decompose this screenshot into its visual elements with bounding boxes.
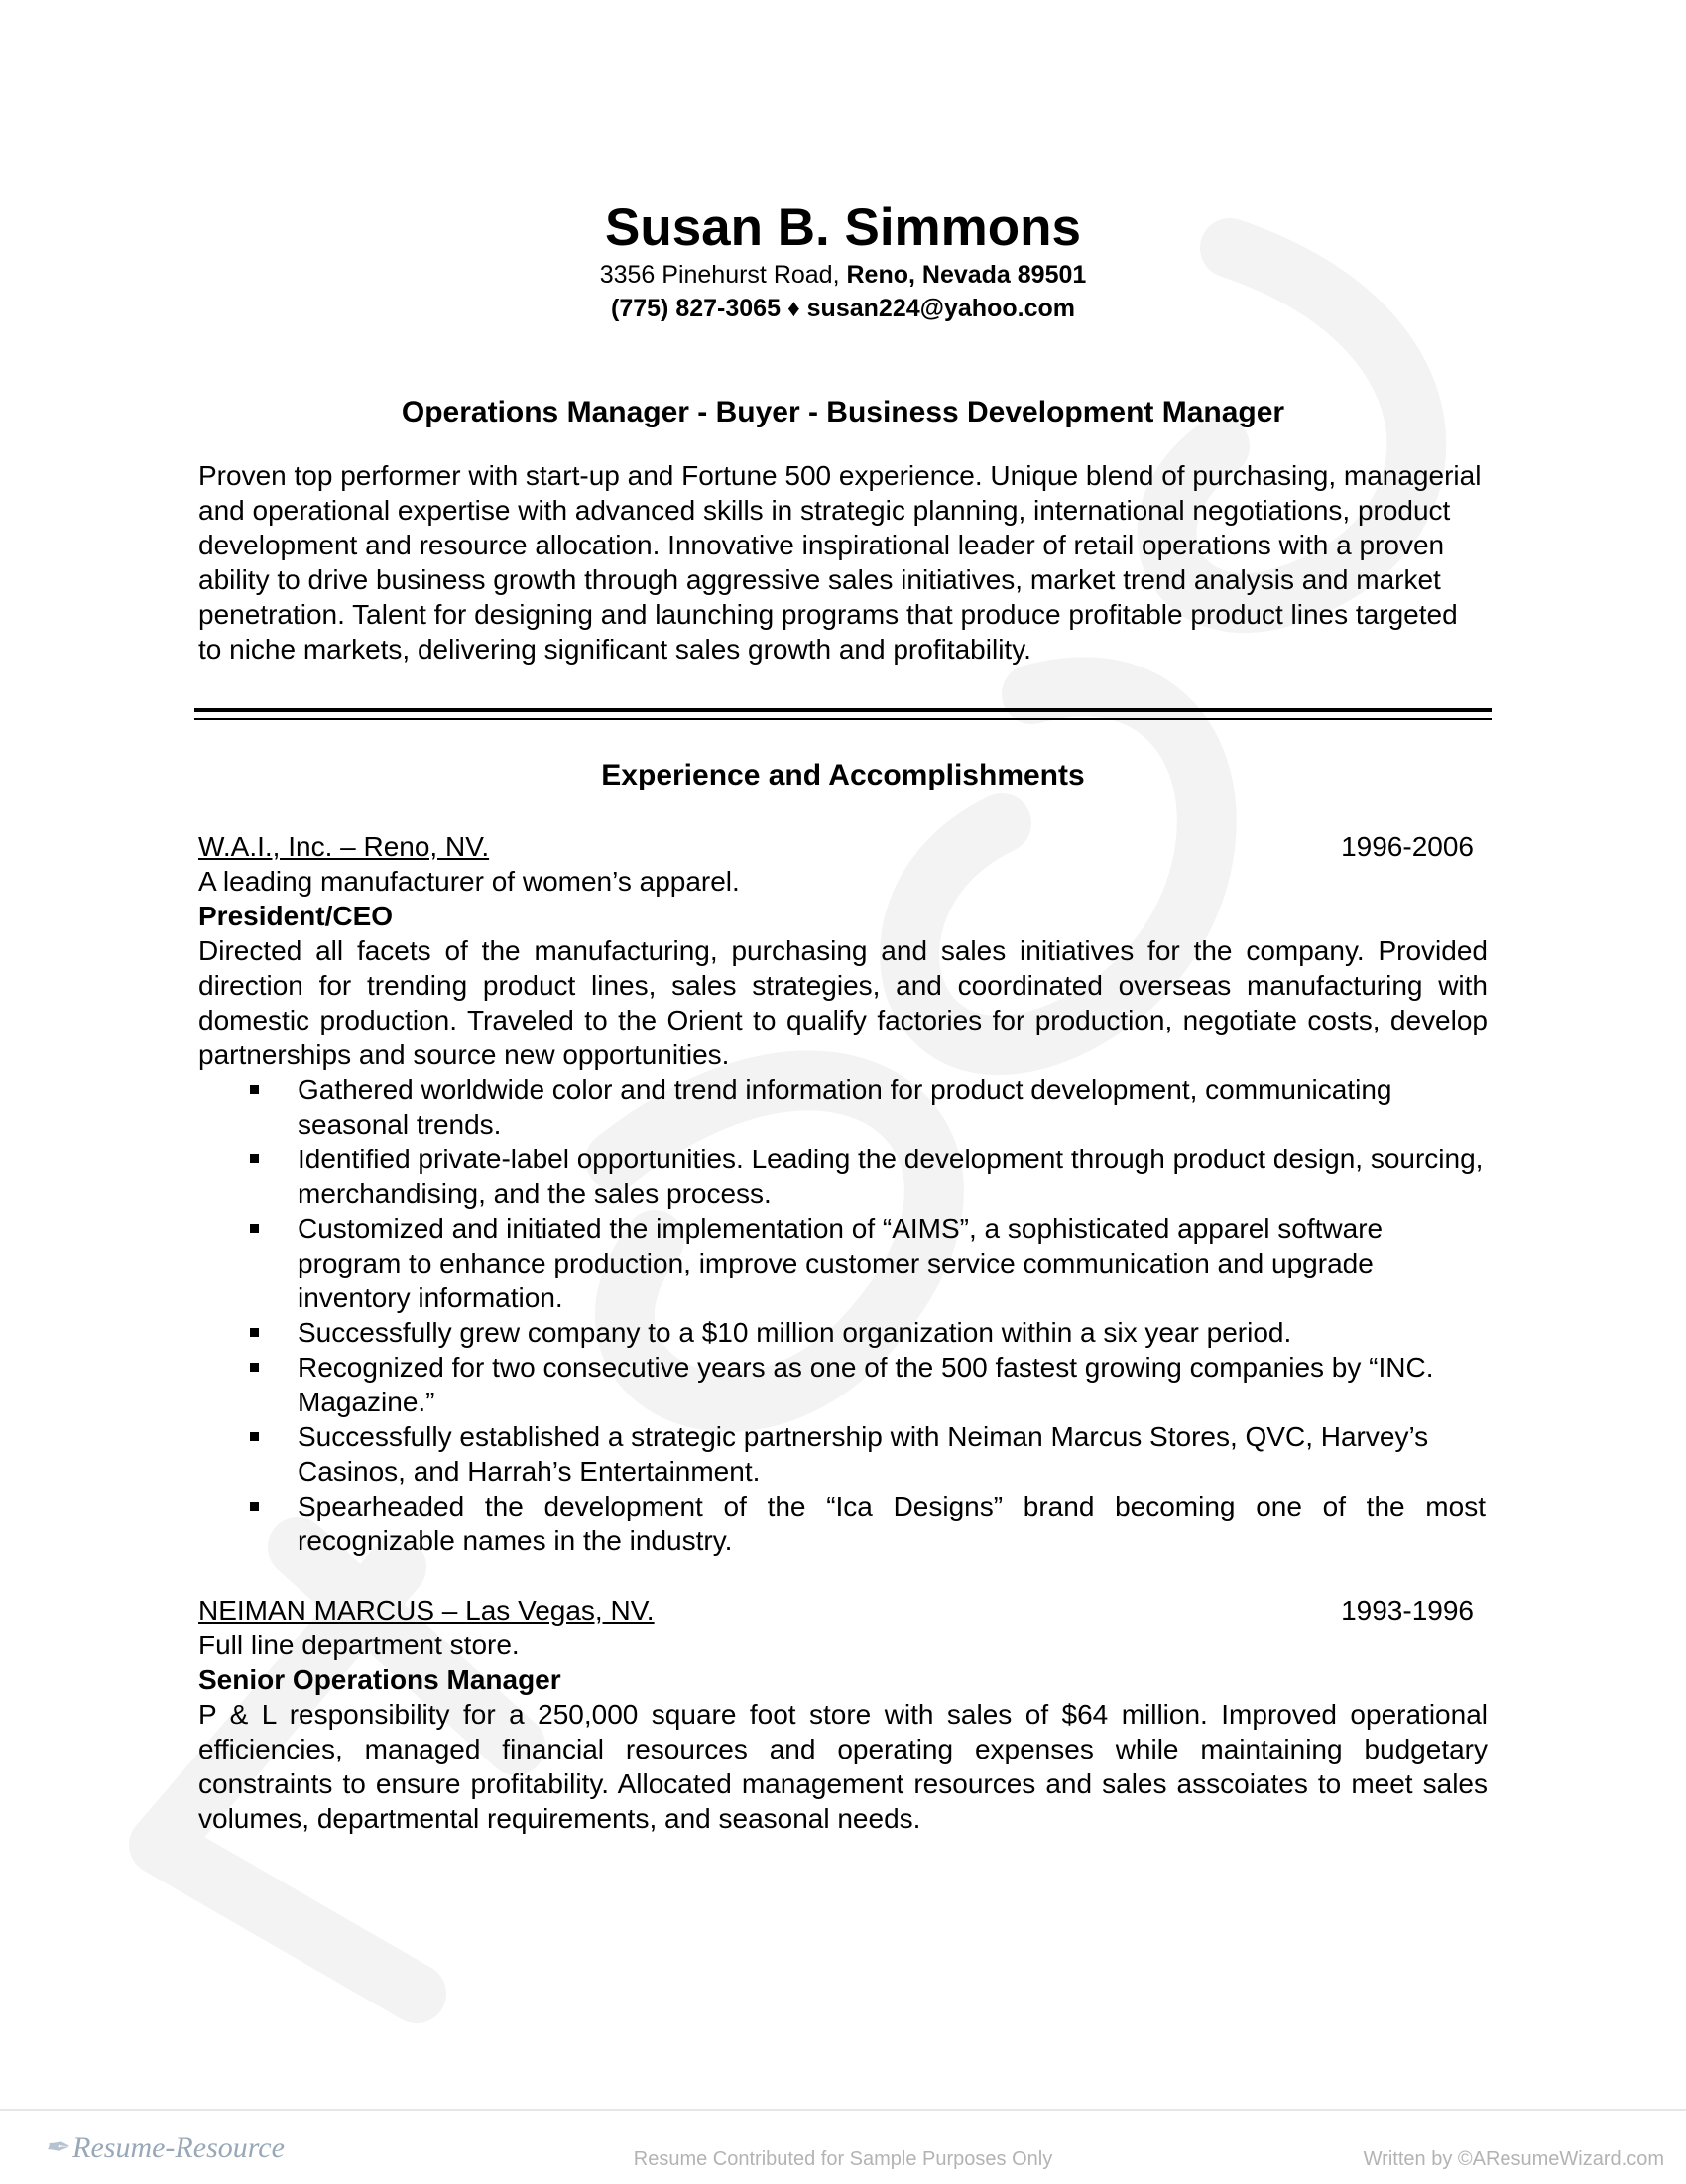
accomplishment-list [198,1072,1488,1558]
employer-name: W.A.I., Inc. – Reno, NV. [198,831,490,862]
employer-description: Full line department store. [198,1630,520,1660]
phone-number: (775) 827-3065 [611,295,781,322]
address-line [198,258,1488,292]
footer-disclaimer: Resume Contributed for Sample Purposes Only [633,2148,1053,2170]
job-entry [198,829,1488,1558]
footer-credit-link[interactable]: Written by ©AResumeWizard.com [1363,2148,1664,2170]
email-address: susan224@yahoo.com [806,295,1075,322]
accomplishment-item [198,1315,1488,1350]
square-bullet-icon [250,1154,259,1163]
diamond-separator-icon: ♦ [786,295,800,322]
experience-section-title: Experience and Accomplishments [601,759,1085,791]
accomplishment-text: Gathered worldwide color and trend information for product development, communicating seasonal trends. [298,1074,1392,1140]
employment-dates: 1993-1996 [1341,1595,1474,1626]
page-footer [0,2109,1686,2184]
employer-description: A leading manufacturer of women’s apparel. [198,866,740,897]
job-summary: Directed all facets of the manufacturing, purchasing and sales initiatives for the company. Provided direction for trending product lines, sales strategies, and coordinated overseas manufacturing with domestic production. Traveled to the Orient to qualify factories for production, negotiate costs, develop partnerships and source new opportunities. [198,935,1488,1070]
accomplishment-item [198,1350,1488,1419]
street-address: 3356 Pinehurst Road, [599,261,840,289]
job-title: Senior Operations Manager [198,1664,561,1695]
job-summary: P & L responsibility for a 250,000 square foot store with sales of $64 million. Improved operational efficiencies, managed financial resources and operating expenses while maintaining budgetary constraints to ensure profitability. Allocated management resources and sales asscoiates to meet sales volumes, departmental requirements, and seasonal needs. [198,1699,1488,1834]
accomplishment-text: Customized and initiated the implementation of “AIMS”, a sophisticated apparel software program to enhance production, improve customer service communication and upgrade inventory information. [298,1213,1384,1313]
job-entry [198,1593,1488,1836]
accomplishment-item [198,1142,1488,1211]
quill-pen-icon: ✒ [44,2131,69,2164]
job-header [198,829,1488,864]
square-bullet-icon [250,1085,259,1094]
double-divider [194,708,1492,720]
candidate-name: Susan B. Simmons [604,198,1082,257]
accomplishment-item [198,1419,1488,1489]
accomplishment-text: Identified private-label opportunities. Leading the development through product design, sourcing, merchandising, and the sales process. [298,1144,1484,1209]
accomplishment-item [198,1211,1488,1315]
accomplishment-text: Successfully established a strategic partnership with Neiman Marcus Stores, QVC, Harvey’s Casinos, and Harrah’s Entertainment. [298,1421,1429,1487]
resume-page [198,198,1488,1836]
phone-email-line [198,292,1488,325]
square-bullet-icon [250,1328,259,1337]
professional-headline: Operations Manager - Buyer - Business Development Manager [401,396,1285,428]
square-bullet-icon [250,1224,259,1233]
accomplishment-item [198,1072,1488,1142]
employer-name: NEIMAN MARCUS – Las Vegas, NV. [198,1595,655,1626]
logo-text: Resume-Resource [72,2131,285,2164]
accomplishment-text: Successfully grew company to a $10 million organization within a six year period. [298,1317,1292,1348]
city-state-zip: Reno, Nevada 89501 [846,261,1087,289]
professional-summary: Proven top performer with start-up and Fortune 500 experience. Unique blend of purchasing, managerial and operational expertise with advanced skills in strategic planning, international negotiations, product development and resource allocation. Innovative inspirational leader of retail operations with a proven ability to drive business growth through aggressive sales initiatives, market trend analysis and market penetration. Talent for designing and launching programs that produce profitable product lines targeted to niche markets, delivering significant sales growth and profitability. [198,460,1482,665]
job-header [198,1593,1488,1628]
job-title: President/CEO [198,901,394,931]
square-bullet-icon [250,1502,259,1511]
accomplishment-text: Spearheaded the development of the “Ica Designs” brand becoming one of the most recognizable names in the industry. [298,1491,1486,1556]
accomplishment-item [198,1489,1488,1558]
employment-dates: 1996-2006 [1341,831,1474,862]
square-bullet-icon [250,1363,259,1372]
square-bullet-icon [250,1432,259,1441]
accomplishment-text: Recognized for two consecutive years as one of the 500 fastest growing companies by “INC. Magazine.” [298,1352,1434,1417]
